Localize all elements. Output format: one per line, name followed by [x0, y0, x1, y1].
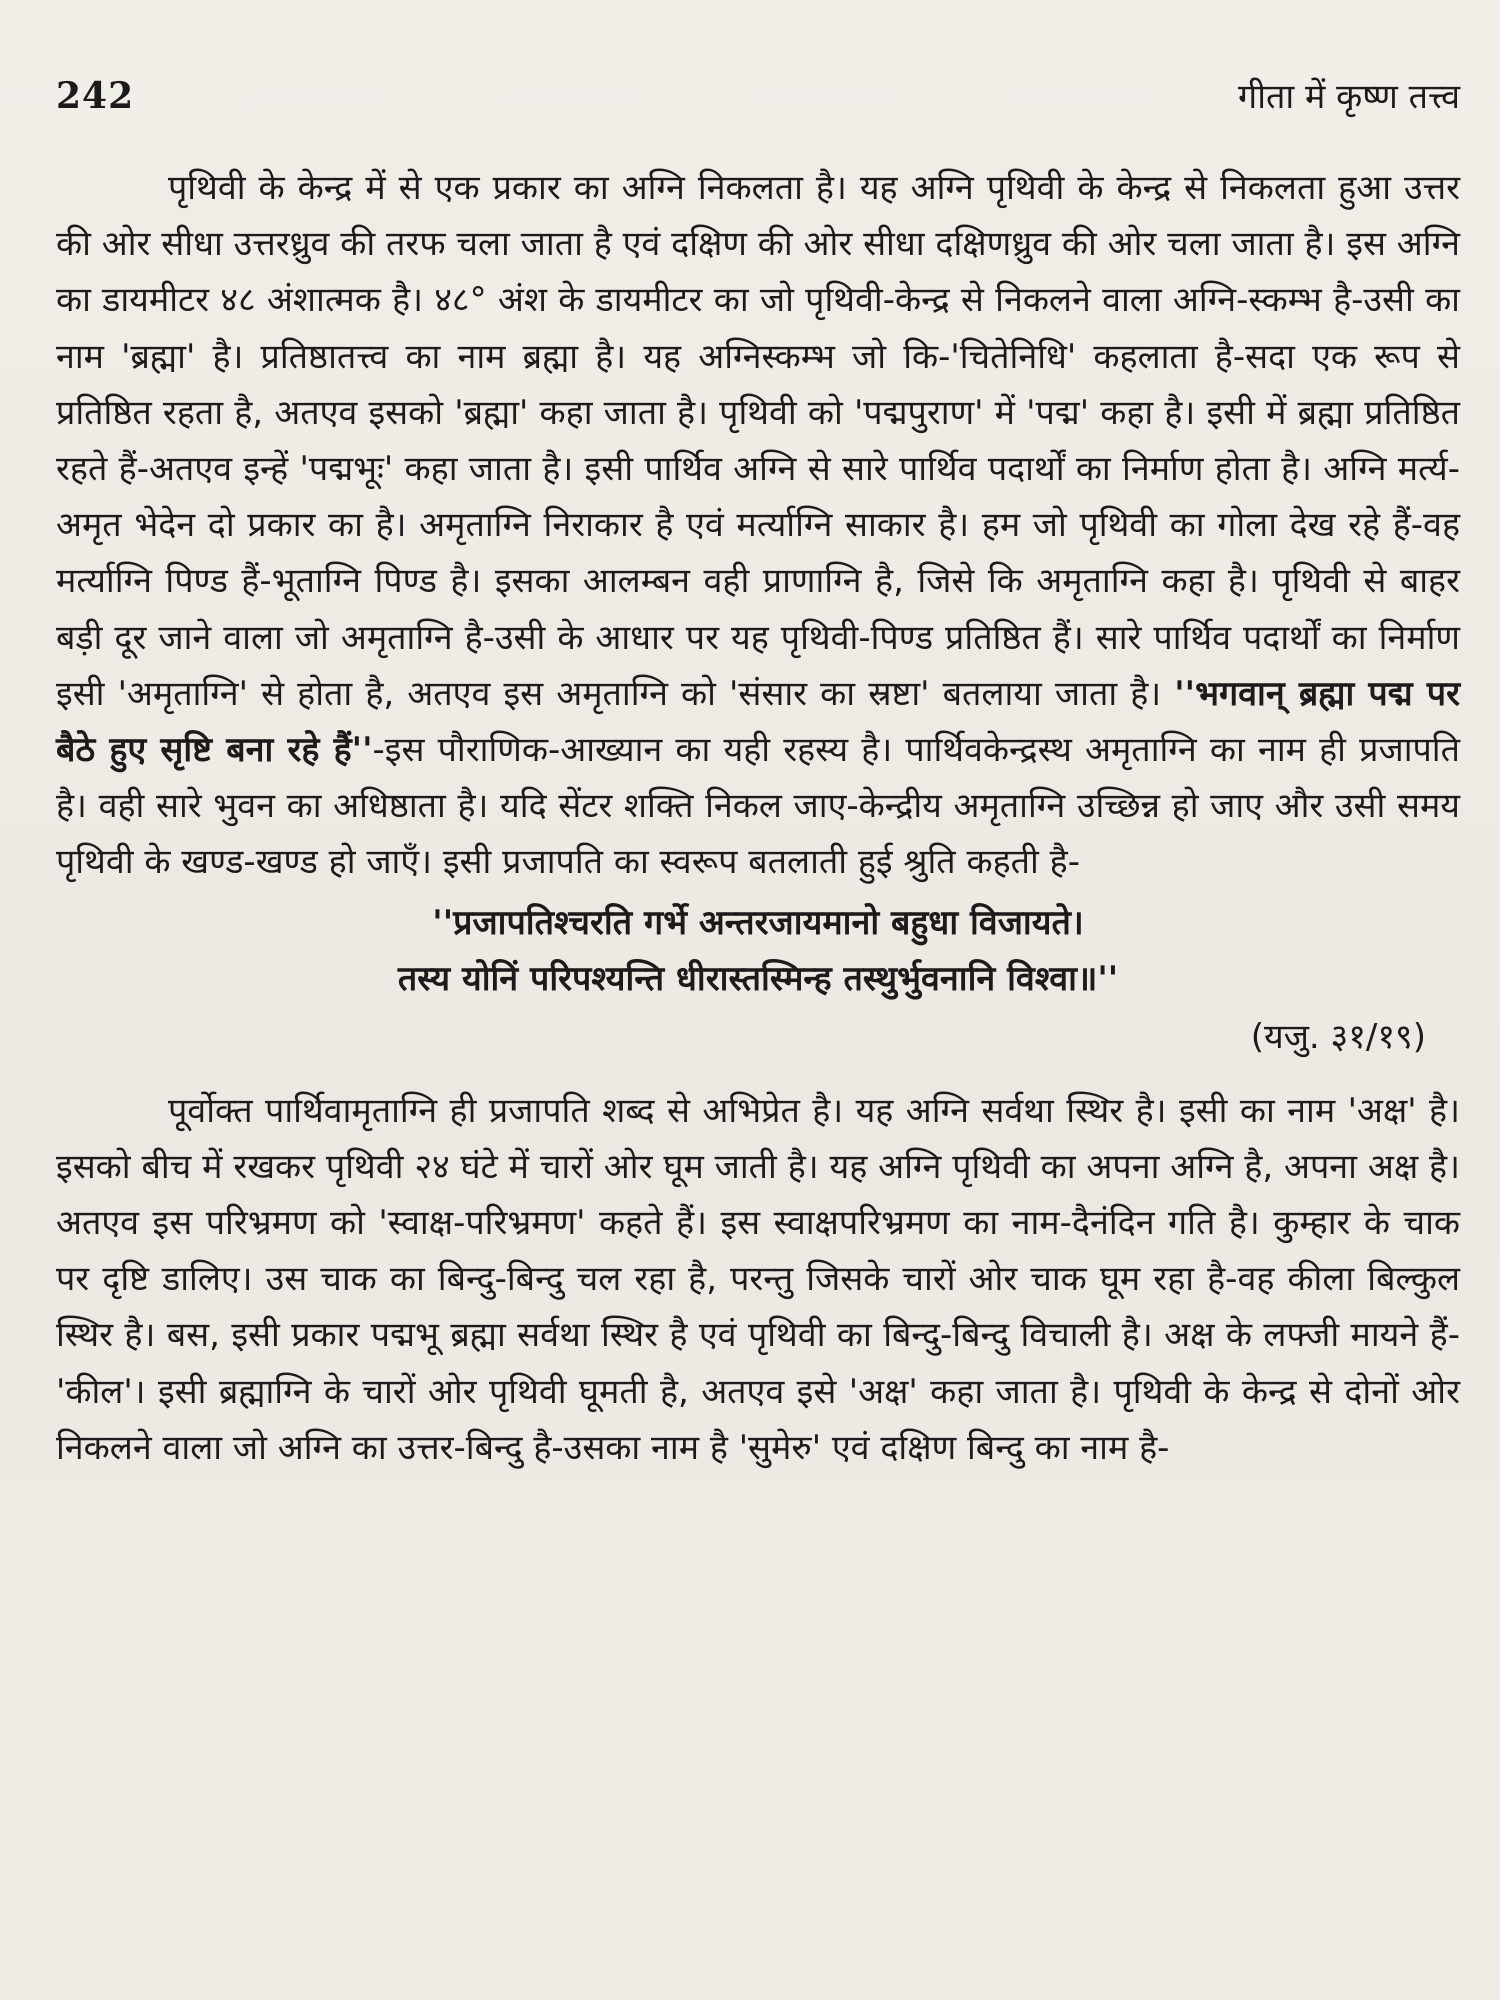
- bold-quote: ''भगवान् ब्रह्मा पद्म पर बैठे हुए सृष्टि बना रहे हैं'': [56, 673, 1460, 771]
- paragraph-2: पूर्वोक्त पार्थिवामृताग्नि ही प्रजापति शब्द से अभिप्रेत है। यह अग्नि सर्वथा स्थिर है। इसी का नाम 'अक्ष' है। इसको बीच में रखकर पृथिवी २४ घंटे में चारों ओर घूम जाती है। यह अग्नि पृथिवी का अपना अग्नि है, अपना अक्ष है। अतएव इस परिभ्रमण को 'स्वाक्ष-परिभ्रमण' कहते हैं। इस स्वाक्षपरिभ्रमण का नाम-दैनंदिन गति है। कुम्हार के चाक पर दृष्टि डालिए। उस चाक का बिन्दु-बिन्दु चल रहा है, परन्तु जिसके चारों ओर चाक घूम रहा है-वह कीला बिल्कुल स्थिर है। बस, इसी प्रकार पद्मभू ब्रह्मा सर्वथा स्थिर है एवं पृथिवी का बिन्दु-बिन्दु विचाली है। अक्ष के लफ्जी मायने हैं-'कील'। इसी ब्रह्माग्नि के चारों ओर पृथिवी घूमती है, अतएव इसे 'अक्ष' कहा जाता है। पृथिवी के केन्द्र से दोनों ओर निकलने वाला जो अग्नि का उत्तर-बिन्दु है-उसका नाम है 'सुमेरु' एवं दक्षिण बिन्दु का नाम है-: [56, 1090, 1460, 1468]
- running-title: गीता में कृष्ण तत्त्व: [1238, 77, 1460, 117]
- paragraph-1-part-b: -इस पौराणिक-आख्यान का यही रहस्य है। पार्थिवकेन्द्रस्थ अमृताग्नि का नाम ही प्रजापति है। वही सारे भुवन का अधिष्ठाता है। यदि सेंटर शक्ति निकल जाए-केन्द्रीय अमृताग्नि उच्छिन्न हो जाए और उसी समय पृथिवी के खण्ड-खण्ड हो जाएँ। इसी प्रजापति का स्वरूप बतलाती हुई श्रुति कहती है-: [56, 730, 1460, 883]
- verse-citation: (यजु. ३१/१९): [1250, 1016, 1426, 1057]
- page-header: [56, 72, 1460, 132]
- verse-line-1: ''प्रजापतिश्चरति गर्भे अन्तरजायमानो बहुधा विजायते।: [432, 902, 1084, 943]
- sanskrit-verse: [56, 895, 1460, 1007]
- paragraph-1-part-a: पृथिवी के केन्द्र में से एक प्रकार का अग्नि निकलता है। यह अग्नि पृथिवी के केन्द्र से निकलता हुआ उत्तर की ओर सीधा उत्तरध्रुव की तरफ चला जाता है एवं दक्षिण की ओर सीधा दक्षिणध्रुव की ओर चला जाता है। इस अग्नि का डायमीटर ४८ अंशात्मक है। ४८° अंश के डायमीटर का जो पृथिवी-केन्द्र से निकलने वाला अग्नि-स्कम्भ है-उसी का नाम 'ब्रह्मा' है। प्रतिष्ठातत्त्व का नाम ब्रह्मा है। यह अग्निस्कम्भ जो कि-'चितेनिधि' कहलाता है-सदा एक रूप से प्रतिष्ठित रहता है, अतएव इसको 'ब्रह्मा' कहा जाता है। पृथिवी को 'पद्मपुराण' में 'पद्म' कहा है। इसी में ब्रह्मा प्रतिष्ठित रहते हैं-अतएव इन्हें 'पद्मभूः' कहा जाता है। इसी पार्थिव अग्नि से सारे पार्थिव पदार्थों का निर्माण होता है। अग्नि मर्त्य-अमृत भेदेन दो प्रकार का है। अमृताग्नि निराकार है एवं मर्त्याग्नि साकार है। हम जो पृथिवी का गोला देख रहे हैं-वह मर्त्याग्नि पिण्ड हैं-भूताग्नि पिण्ड है। इसका आलम्बन वही प्राणाग्नि है, जिसे कि अमृताग्नि कहा है। पृथिवी से बाहर बड़ी दूर जाने वाला जो अमृताग्नि है-उसी के आधार पर यह पृथिवी-पिण्ड प्रतिष्ठित हैं। सारे पार्थिव पदार्थों का निर्माण इसी 'अमृताग्नि' से होता है, अतएव इस अमृताग्नि को 'संसार का स्रष्टा' बतलाया जाता है।: [56, 168, 1460, 714]
- paragraph-1: [56, 160, 1460, 891]
- verse-line-2: तस्य योनिं परिपश्यन्ति धीरास्तस्मिन्ह तस्थुर्भुवनानि विश्वा॥'': [397, 958, 1119, 999]
- page-number: 242: [56, 75, 135, 117]
